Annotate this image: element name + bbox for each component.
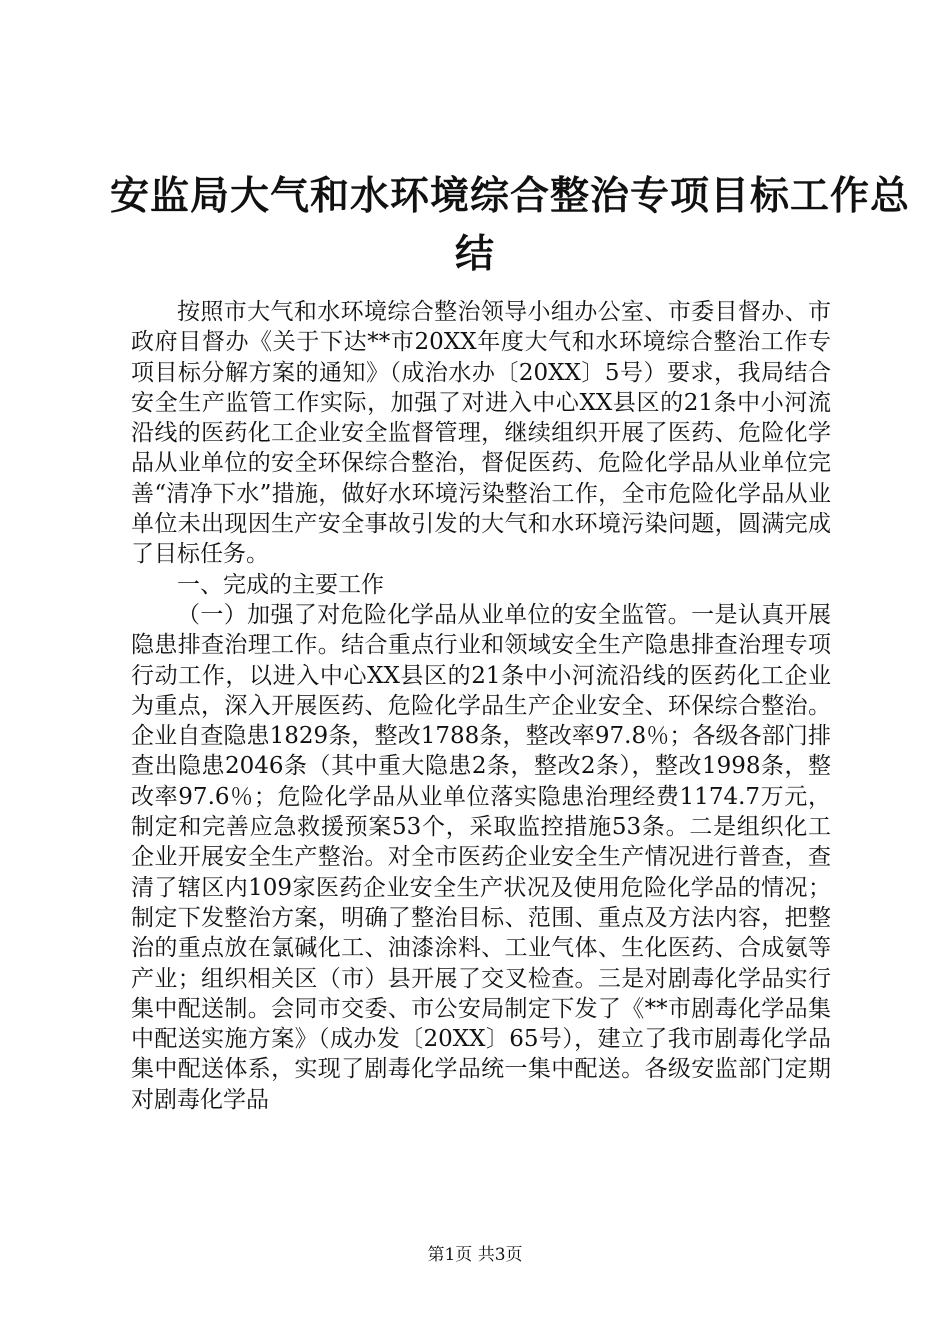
- document-title: [110, 168, 911, 284]
- page-footer: 第1页 共3页: [427, 1245, 523, 1265]
- title-line-2: 结: [454, 232, 495, 277]
- intro-paragraph: 按照市大气和水环境综合整治领导小组办公室、市委目督办、市政府目督办《关于下达**市20XX年度大气和水环境综合整治工作专项目标分解方案的通知》（成治水办〔20XX〕5号）要求，我局结合安全生产监管工作实际，加强了对进入中心XX县区的21条中小河流沿线的医药化工企业安全监督管理，继续组织开展了医药、危险化学品从业单位的安全环保综合整治，督促医药、危险化学品从业单位完善“清净下水”措施，做好水环境污染整治工作，全市危险化学品从业单位未出现因生产安全事故引发的大气和水环境污染问题，圆满完成了目标任务。: [131, 299, 831, 568]
- section-heading: 一、完成的主要工作: [177, 571, 384, 598]
- section-paragraph: （一）加强了对危险化学品从业单位的安全监管。一是认真开展隐患排查治理工作。结合重点行业和领域安全生产隐患排查治理专项行动工作，以进入中心XX县区的21条中小河流沿线的医药化工企业为重点，深入开展医药、危险化学品生产企业安全、环保综合整治。企业自查隐患1829条，整改1788条，整改率97.8％；各级各部门排查出隐患2046条（其中重大隐患2条，整改2条），整改1998条，整改率97.6％；危险化学品从业单位落实隐患治理经费1174.7万元，制定和完善应急救援预案53个，采取监控措施53条。二是组织化工企业开展安全生产整治。对全市医药企业安全生产情况进行普查，查清了辖区内109家医药企业安全生产状况及使用危险化学品的情况；制定下发整治方案，明确了整治目标、范围、重点及方法内容，把整治的重点放在氯碱化工、油漆涂料、工业气体、生化医药、合成氨等产业；组织相关区（市）县开展了交叉检查。三是对剧毒化学品实行集中配送制。会同市交委、市公安局制定下发了《**市剧毒化学品集中配送实施方案》（成办发〔20XX〕65号），建立了我市剧毒化学品集中配送体系，实现了剧毒化学品统一集中配送。各级安监部门定期对剧毒化学品: [131, 601, 831, 1113]
- document-body: [131, 297, 831, 1115]
- title-line-1: 安监局大气和水环境综合整治专项目标工作总: [110, 174, 911, 219]
